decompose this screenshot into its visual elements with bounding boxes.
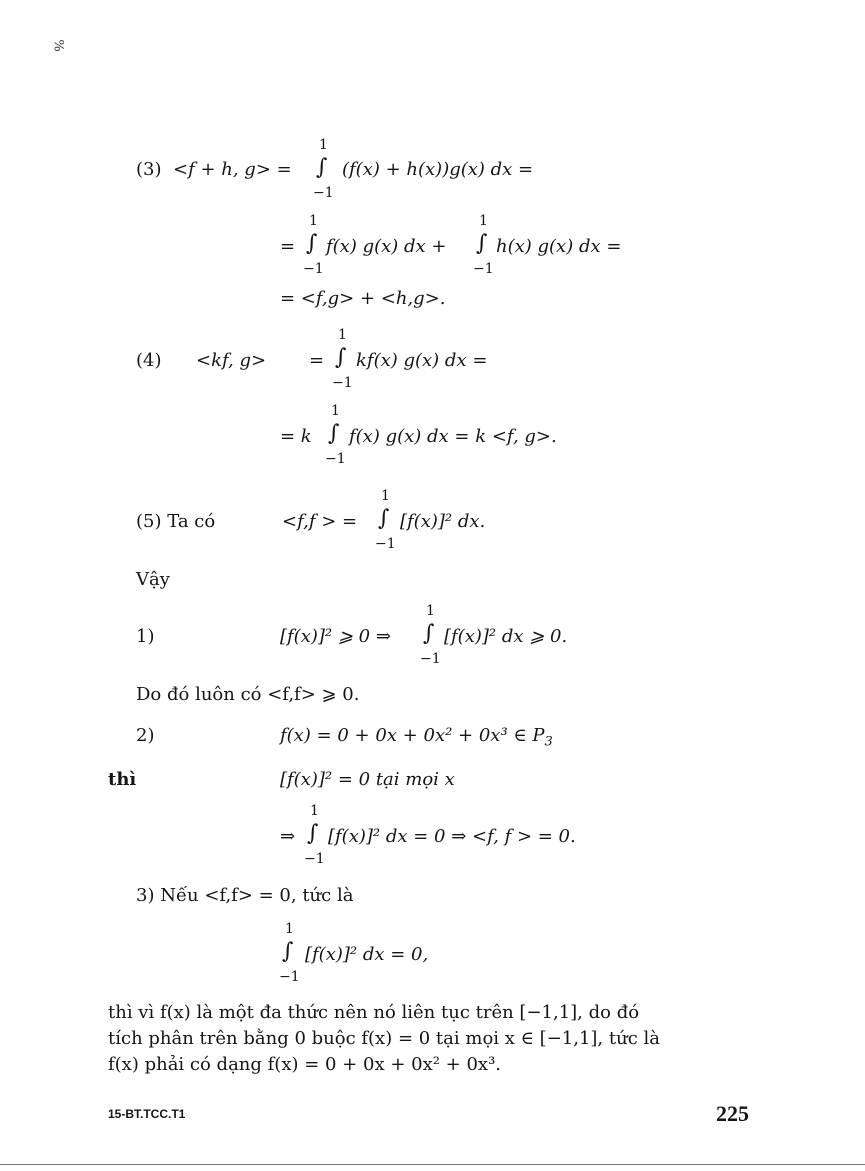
para-line-3: f(x) phải có dạng f(x) = 0 + 0x + 0x² + 0x³. [108,1054,502,1075]
lower-limit: −1 [304,851,325,867]
case2b: [f(x)]² = 0 tại mọi x [280,769,455,790]
lower-limit: −1 [473,261,494,277]
upper-limit: 1 [338,327,347,343]
case2-label: 2) [136,725,155,746]
eq5-rhs: [f(x)]² dx. [400,511,486,532]
page-number: 225 [716,1101,749,1126]
eq3b-term1: f(x) g(x) dx + [326,236,447,257]
thi-text: thì [108,769,137,790]
eq3b-term2: h(x) g(x) dx = [496,236,622,257]
lower-limit: −1 [375,536,396,552]
integral-sign: ∫ [282,939,294,964]
para-line-1: thì vì f(x) là một đa thức nên nó liên tục trên [−1,1], do đó [108,1002,640,1023]
upper-limit: 1 [426,603,435,619]
case2-subscript: 3 [544,734,553,750]
case2c-arrow: ⇒ [280,826,296,847]
eq3-lhs: <f + h, g> = [173,159,292,180]
case3-integral: [f(x)]² dx = 0, [305,944,429,965]
lower-limit: −1 [279,969,300,985]
integral-sign: ∫ [328,421,340,446]
lower-limit: −1 [332,375,353,391]
integral-sign: ∫ [476,231,488,256]
eq4b-a: = k [280,426,312,447]
corner-mark: % [50,39,66,52]
vay-text: Vậy [136,569,170,590]
eq4-label: (4) [136,350,162,371]
integral-sign: ∫ [335,345,347,370]
integral-sign: ∫ [423,621,435,646]
eq4-rhs: kf(x) g(x) dx = [356,350,488,371]
eq4b-b: f(x) g(x) dx = k <f, g>. [349,426,557,447]
case2c-rhs: [f(x)]² dx = 0 ⇒ <f, f > = 0. [328,826,576,847]
eq3c: = <f,g> + <h,g>. [280,288,446,309]
bottom-rule [0,1164,865,1165]
para-line-2: tích phân trên bằng 0 buộc f(x) = 0 tại mọi x ∈ [−1,1], tức là [108,1028,660,1049]
case1-rhs: [f(x)]² dx ⩾ 0. [444,626,568,647]
lower-limit: −1 [313,185,334,201]
upper-limit: 1 [309,213,318,229]
eq3-rhs: (f(x) + h(x))g(x) dx = [342,159,534,180]
lower-limit: −1 [303,261,324,277]
footer-code: 15-BT.TCC.T1 [108,1107,186,1121]
case3-label: 3) Nếu <f,f> = 0, tức là [136,885,354,906]
upper-limit: 1 [285,921,294,937]
case1-lhs: [f(x)]² ⩾ 0 ⇒ [280,626,391,647]
eq4-lhs: <kf, g> [196,350,267,371]
lower-limit: −1 [325,451,346,467]
case1-label: 1) [136,626,155,647]
eq5-label: (5) Ta có [136,511,216,532]
upper-limit: 1 [381,488,390,504]
eq3b-eq: = [280,236,296,257]
upper-limit: 1 [310,803,319,819]
case2-expr-text: f(x) = 0 + 0x + 0x² + 0x³ ∈ P [280,725,545,746]
integral-sign: ∫ [378,506,390,531]
upper-limit: 1 [331,403,340,419]
case2-expr [280,727,553,749]
integral-sign: ∫ [306,231,318,256]
lower-limit: −1 [420,651,441,667]
upper-limit: 1 [479,213,488,229]
eq5-lhs: <f,f > = [282,511,358,532]
integral-sign: ∫ [316,155,328,180]
eq3-label: (3) [136,159,162,180]
eq4-eq: = [309,350,325,371]
integral-sign: ∫ [307,821,319,846]
upper-limit: 1 [319,137,328,153]
case1-conclusion: Do đó luôn có <f,f> ⩾ 0. [136,684,360,705]
